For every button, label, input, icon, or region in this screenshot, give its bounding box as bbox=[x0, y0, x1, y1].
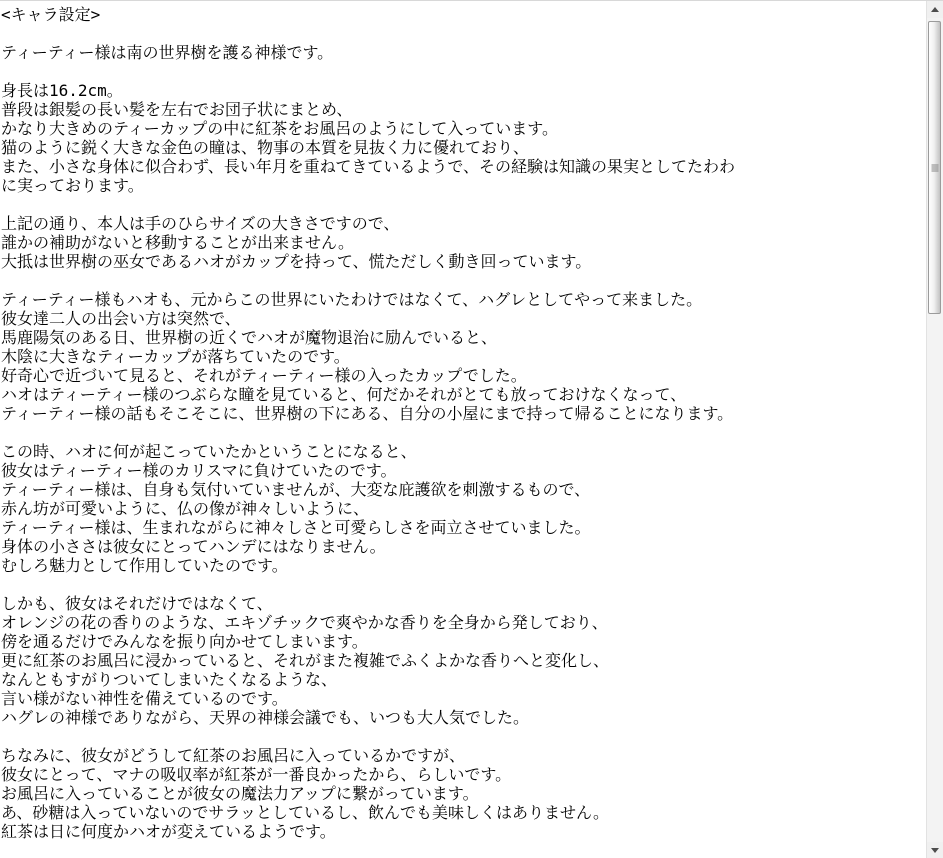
scrollbar-grip-icon bbox=[931, 164, 938, 171]
text-line: ティーティー様もハオも、元からこの世界にいたわけではなくて、ハグレとしてやって来ました。 bbox=[1, 290, 703, 309]
text-line: かなり大きめのティーカップの中に紅茶をお風呂のようにして入っています。 bbox=[1, 119, 558, 138]
scroll-down-button[interactable] bbox=[927, 842, 943, 858]
text-line: <キャラ設定> bbox=[1, 5, 101, 24]
text-line: 木陰に大きなティーカップが落ちていたのです。 bbox=[1, 347, 350, 366]
text-line: 傍を通るだけでみんなを振り向かせてしまいます。 bbox=[1, 632, 368, 651]
text-line: 普段は銀髪の長い髪を左右でお団子状にまとめ、 bbox=[1, 100, 353, 119]
scrollbar-thumb[interactable] bbox=[928, 21, 941, 314]
text-line: 紅茶は日に何度かハオが変えているようです。 bbox=[1, 822, 336, 841]
text-line: ハオはティーティー様のつぶらな瞳を見ていると、何だかそれがとても放っておけなくなって、 bbox=[1, 385, 687, 404]
text-line: あ、砂糖は入っていないのでサラッとしているし、飲んでも美味しくはありません。 bbox=[1, 803, 610, 822]
text-line: お風呂に入っていることが彼女の魔法力アップに繋がっています。 bbox=[1, 784, 479, 803]
text-line: 大抵は世界樹の巫女であるハオがカップを持って、慌ただしく動き回っています。 bbox=[1, 252, 592, 271]
vertical-scrollbar[interactable] bbox=[926, 1, 943, 858]
text-line: 彼女にとって、マナの吸収率が紅茶が一番良かったから、らしいです。 bbox=[1, 765, 512, 784]
text-line: 猫のように鋭く大きな金色の瞳は、物事の本質を見抜く力に優れており、 bbox=[1, 138, 530, 157]
text-line bbox=[1, 423, 925, 442]
text-line: 身長は16.2cm。 bbox=[1, 81, 123, 100]
text-line: 言い様がない神性を備えているのです。 bbox=[1, 689, 288, 708]
text-line: 誰かの補助がないと移動することが出来ません。 bbox=[1, 233, 354, 252]
text-line: しかも、彼女はそれだけではなくて、 bbox=[1, 594, 273, 613]
text-line bbox=[1, 575, 925, 594]
text-line bbox=[1, 62, 925, 81]
text-line: 馬鹿陽気のある日、世界樹の近くでハオが魔物退治に励んでいると、 bbox=[1, 328, 498, 347]
text-line: 更に紅茶のお風呂に浸かっていると、それがまた複雑でふくよかな香りへと変化し、 bbox=[1, 651, 610, 670]
text-line: 好奇心で近づいて見ると、それがティーティー様の入ったカップでした。 bbox=[1, 366, 527, 385]
text-line: ティーティー様は南の世界樹を護る神様です。 bbox=[1, 43, 334, 62]
text-line: 赤ん坊が可愛いように、仏の像が神々しいように、 bbox=[1, 499, 370, 518]
scrollbar-track[interactable] bbox=[927, 18, 943, 842]
text-line: 彼女はティーティー様のカリスマに負けていたのです。 bbox=[1, 461, 397, 480]
text-line: に実っております。 bbox=[1, 176, 144, 195]
text-document bbox=[1, 5, 925, 858]
text-line: むしろ魅力として作用していたのです。 bbox=[1, 556, 288, 575]
text-line bbox=[1, 195, 925, 214]
text-line: オレンジの花の香りのような、エキゾチックで爽やかな香りを全身から発しており、 bbox=[1, 613, 608, 632]
scroll-up-button[interactable] bbox=[927, 1, 943, 18]
text-line: また、小さな身体に似合わず、長い年月を重ねてきているようで、その経験は知識の果実としてたわわ bbox=[1, 157, 736, 176]
text-line: 彼女達二人の出会い方は突然で、 bbox=[1, 309, 241, 328]
text-line: 身体の小ささは彼女にとってハンデにはなりません。 bbox=[1, 537, 386, 556]
text-line: ハグレの神様でありながら、天界の神様会議でも、いつも大人気でした。 bbox=[1, 708, 530, 727]
text-line: この時、ハオに何が起こっていたかということになると、 bbox=[1, 442, 417, 461]
triangle-down-icon bbox=[931, 848, 939, 853]
text-line: ティーティー様は、自身も気付いていませんが、大変な庇護欲を刺激するもので、 bbox=[1, 480, 591, 499]
text-line: ティーティー様の話もそこそこに、世界樹の下にある、自分の小屋にまで持って帰ることになります。 bbox=[1, 404, 734, 423]
text-line bbox=[1, 727, 925, 746]
text-line: ちなみに、彼女がどうして紅茶のお風呂に入っているかですが、 bbox=[1, 746, 466, 765]
triangle-up-icon bbox=[931, 7, 939, 12]
text-line: ティーティー様は、生まれながらに神々しさと可愛らしさを両立させていました。 bbox=[1, 518, 591, 537]
text-line bbox=[1, 271, 925, 290]
text-line: なんともすがりついてしまいたくなるような、 bbox=[1, 670, 338, 689]
text-line bbox=[1, 24, 925, 43]
text-line: 上記の通り、本人は手のひらサイズの大きさですので、 bbox=[1, 214, 400, 233]
